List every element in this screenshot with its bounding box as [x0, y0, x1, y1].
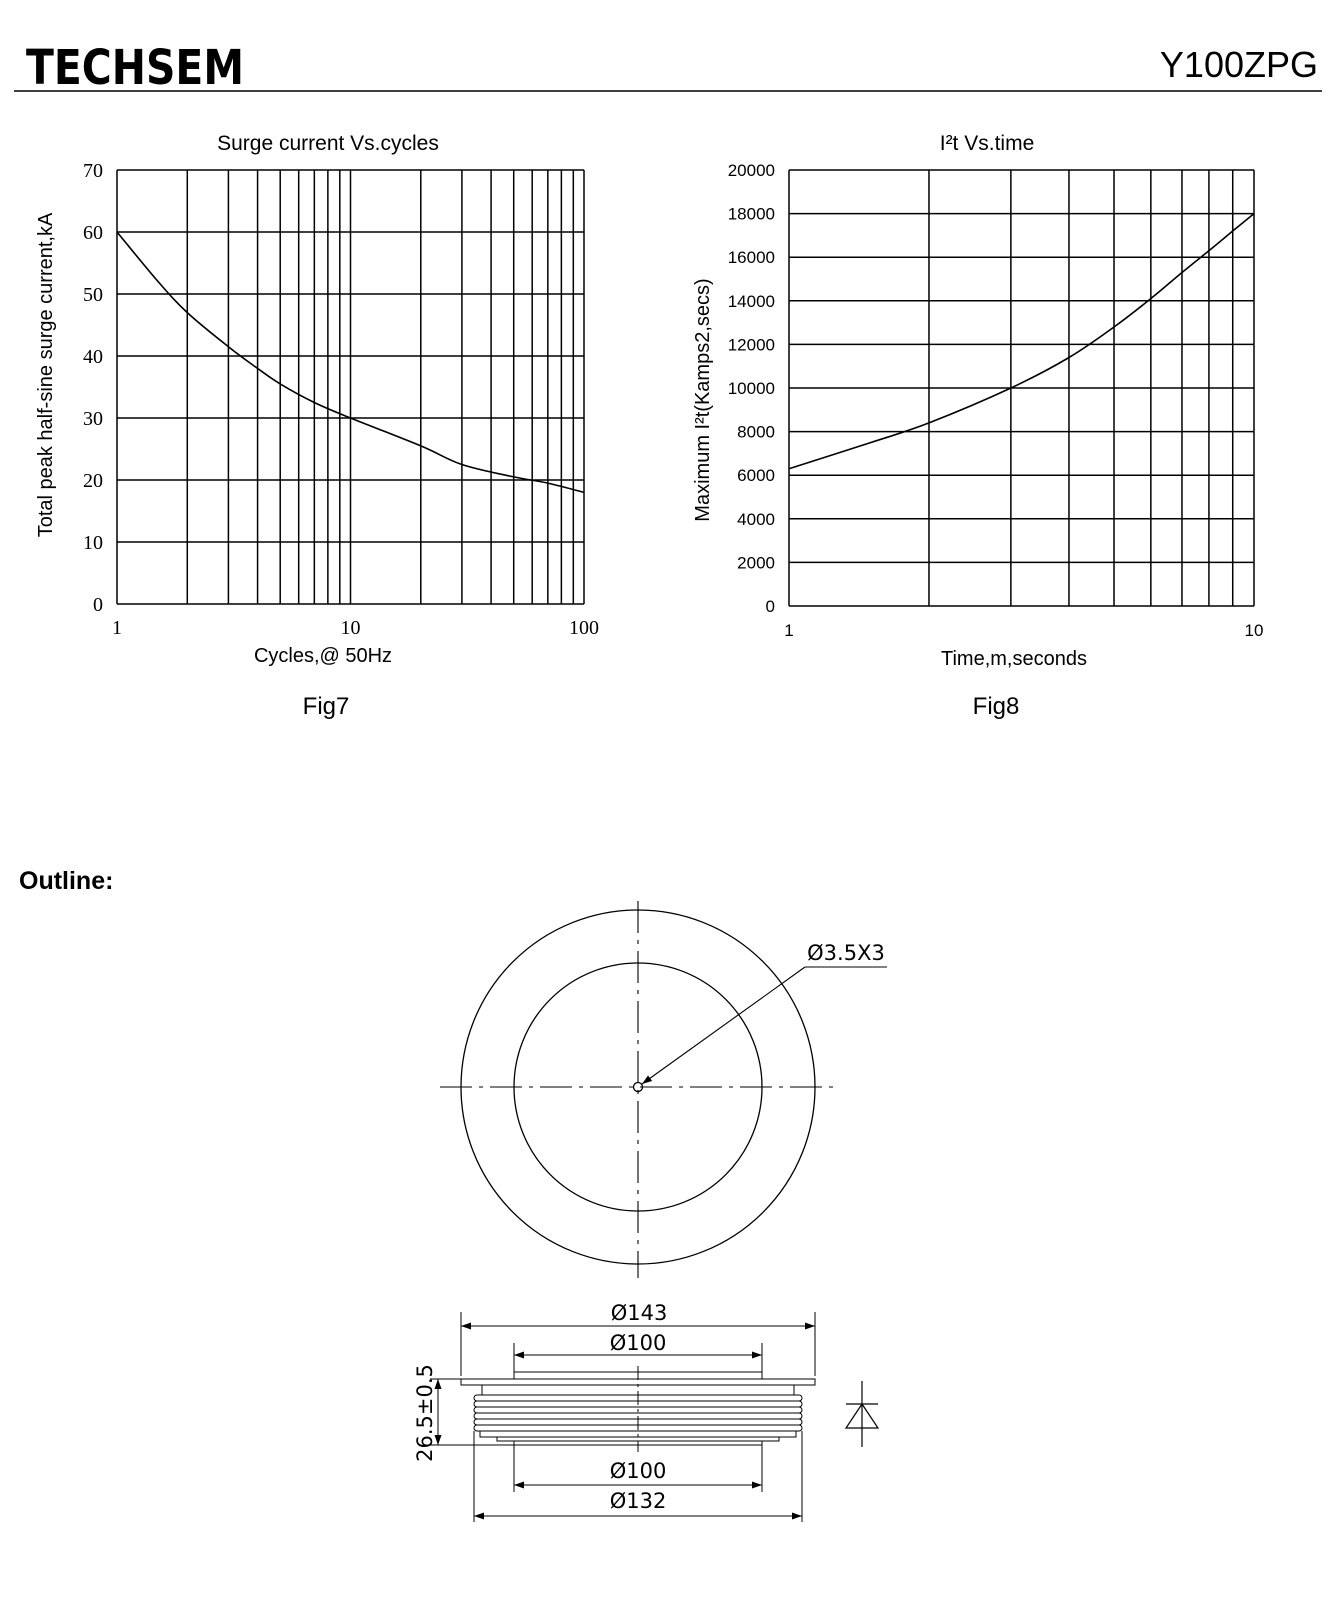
c1-y-tick-label: 40: [83, 346, 103, 368]
c2-y-tick-label: 8000: [737, 422, 775, 442]
diode-symbol-icon: [846, 1381, 878, 1447]
c1-y-tick-label: 0: [93, 594, 103, 616]
brand-logo: TECHSEM: [26, 40, 244, 96]
c1-y-tick-label: 20: [83, 470, 103, 492]
c2-y-tick-label: 14000: [727, 291, 775, 311]
dim-diameter-100-bottom: Ø100: [609, 1459, 667, 1483]
chart-fig8-grid: [789, 170, 1254, 606]
dim-height: 26.5±0.5: [413, 1364, 437, 1462]
c1-x-tick-label: 1: [112, 617, 122, 639]
lower-step: [497, 1437, 779, 1441]
outline-top-view: [440, 901, 887, 1278]
chart-fig7-x-label: Cycles,@ 50Hz: [253, 645, 393, 667]
chart-fig8-caption: Fig8: [972, 693, 1020, 720]
c2-x-tick-label: 1: [784, 621, 794, 640]
c1-x-tick-label: 100: [569, 617, 599, 639]
hole-leader-line: [642, 967, 805, 1084]
c2-y-tick-label: 20000: [727, 161, 775, 180]
c1-y-tick-label: 10: [83, 532, 103, 554]
chart-fig7-grid: [117, 170, 584, 604]
chart-fig7-x-ticks: [112, 617, 599, 639]
c2-y-tick-label: 16000: [727, 248, 775, 268]
model-number: Y100ZPG: [1159, 44, 1318, 85]
c2-y-tick-label: 18000: [727, 204, 775, 224]
chart-fig8: [692, 132, 1263, 720]
c1-x-tick-label: 10: [340, 617, 361, 639]
c1-y-tick-label: 60: [83, 222, 103, 244]
c1-y-tick-label: 70: [83, 160, 103, 182]
c1-y-tick-label: 30: [83, 408, 103, 430]
c2-x-tick-label: 10: [1244, 621, 1264, 640]
dim-diameter-132: Ø132: [609, 1489, 667, 1513]
chart-fig7-title: Surge current Vs.cycles: [217, 132, 439, 155]
outline-heading: Outline:: [19, 867, 114, 895]
c2-y-tick-label: 6000: [737, 466, 775, 486]
dim-diameter-143: Ø143: [610, 1301, 668, 1325]
chart-fig8-y-ticks: [728, 161, 775, 616]
outline-side-view: [413, 1301, 815, 1522]
c2-y-tick-label: 0: [765, 597, 775, 616]
chart-fig8-x-ticks: [784, 621, 1263, 640]
chart-fig8-x-label: Time,m,seconds: [941, 648, 1087, 670]
dim-diameter-100-top: Ø100: [609, 1331, 667, 1355]
c2-y-tick-label: 10000: [727, 379, 775, 398]
chart-fig8-y-label: Maximum I²t(Kamps2,secs): [692, 278, 714, 522]
chart-fig8-series-line: [789, 214, 1254, 469]
c1-y-tick-label: 50: [83, 284, 103, 306]
chart-fig7-y-ticks: [83, 160, 103, 616]
chart-fig7: [35, 132, 599, 720]
chart-fig8-title: I²t Vs.time: [939, 132, 1035, 155]
c2-y-tick-label: 12000: [727, 335, 775, 355]
hole-dimension: Ø3.5X3: [807, 941, 885, 965]
chart-fig7-y-label: Total peak half-sine surge current,kA: [35, 212, 57, 538]
c2-y-tick-label: 4000: [737, 509, 775, 529]
chart-fig7-caption: Fig7: [302, 693, 350, 720]
c2-y-tick-label: 2000: [737, 553, 775, 573]
